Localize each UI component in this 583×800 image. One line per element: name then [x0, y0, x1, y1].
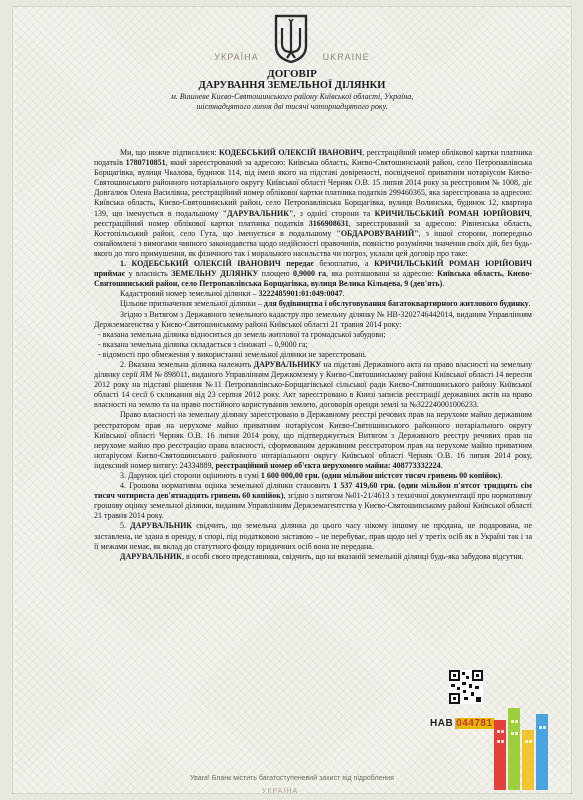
paragraph-clause-5: 5. ДАРУВАЛЬНИК свідчить, що земельна ділянка до цього часу нікому іншому не продана, не подарована, не заставлена, не здана в оренду, в спорі, під податковою заставою – не перебуває, прав щодо неї у третіх осіб як в Україні так і за її межами немає, як вклад до статутного фонду юридичних осіб вона не передана. [94, 521, 533, 551]
place-line: м. Вишневе Києво-Святошинського району Київської області, Україна, [170, 92, 414, 101]
place-date-block [12, 92, 572, 112]
paragraph-cadastral: Кадастровий номер земельної ділянки – 3222485901:01:049:0047. [120, 289, 345, 299]
contract-body [94, 148, 532, 562]
blank-serial: НАВ 044781 [430, 718, 493, 729]
bullet-hayfield: - вказана земельна ділянка складається з сіножаті – 0,9000 га; [98, 339, 308, 349]
bottom-edge-text: УКРАЇНА [262, 788, 299, 794]
paragraph-parties: Ми, що нижче підписалися: КОДЕБСЬКИЙ ОЛЕКСІЙ ІВАНОВИЧ, реєстраційний номер облікової картки платника податків 1780710851, який зареєстрований за адресою: Київська область, Києво-Святошинський район, село Петропавлівська Борщагівка, вулиця Чкалова, будинок 114, від імені якого на підставі довіреності, посвідченої приватним нотаріусом Києво-Святошинського районного нотаріального округу Київської області Черняк О.В. 15 липня 2014 року за реєстровим № 1008, діє Довгалюк Олена Василівна, реєстраційний номер облікової картки платника податків 299460365, яка зареєстрована за адресою: Київська область, Києво-Святошинський район, село Петропавлівська Борщагівка, вулиця Волинська, будинок 12, квартира 139, що іменується в подальшому "ДАРУВАЛЬНИК", з однієї сторони та КРИЧИЛЬСЬКИЙ РОМАН ЮРІЙОВИЧ, реєстраційний номер облікової картки платника податків 3166908631, зареєстрований за адресою: Рівненська область, Костопільський район, село Гута, що іменується в подальшому "ОБДАРОВУВАНИЙ", з іншої сторони, попередньо ознайомлені з вимогами чинного законодавства щодо недійсності правочинів, повністю розуміючи значення своїх дій, без будь-якого до того примушення, як фізичного так і морального насильства чи погроз, уклали цей договір про таке: [94, 148, 532, 258]
document-title: ДОГОВІР [267, 68, 317, 80]
anti-forgery-note: Увага! Бланк містить багатоступеневий захист від підроблення [190, 775, 394, 782]
paragraph-clause-3: 3. Дарунок цієї сторони оцінюють в сумі 1 600 000,00 грн. (один мільйон шістсот тисяч гривень 00 копійок). [120, 471, 503, 480]
paragraph-clause-2: 2. Вказана земельна ділянка належить ДАРУВАЛЬНИКУ на підставі Державного акта на право власності на земельну ділянку серії ЯМ № 898011, виданого Управлінням Держкомзему у Києво-Святошинському районі Київської області 14 вересня 2012 року на підставі рішення №11 Петропавлівсько-Борщагівської сільської ради Києво-Святошинського району Київської області 14 сесії 6 скликання від 23 серпня 2012 року. Акт зареєстровано в Книзі записів реєстрації державних актів на право власності на землю та на право постійного користування землею, договорів оренди землі за №322240001006233. [94, 359, 532, 410]
bullet-land-category: - вказана земельна ділянка відноситься до земель житлової та громадської забудови; [98, 329, 386, 339]
paragraph-purpose: Цільове призначення земельної ділянки – для будівництва і обслуговування багатоквартирного житлового будинку. [120, 299, 531, 309]
qr-code-icon [449, 670, 483, 704]
paragraph-registration: Право власності на земельну ділянку зареєстровано в Державному реєстрі речових прав на нерухоме майно державним реєстратором прав на нерухоме майно приватним нотаріусом Києво-Святошинського районного нотаріального округу Київської області Черняк О.В. 16 липня 2014 року, що підтверджується Витягом з Державного реєстру речових прав на нерухоме майно про реєстрацію права власності, сформованим державним реєстратором прав на нерухоме майно приватним нотаріусом Києво-Святошинського районного нотаріального округу Київської області Черняк О.В. 16 липня 2014 року, індексний номер витягу: 24334889, реєстраційний номер об'єкта нерухомого майна: 408773332224. [94, 410, 532, 470]
edge-text-left: УКРАЇНА [214, 52, 259, 62]
document-subtitle: ДАРУВАННЯ ЗЕМЕЛЬНОЇ ДІЛЯНКИ [198, 80, 386, 91]
edge-text-right: UKRAINE [322, 52, 370, 62]
bullet-restrictions: - відомості про обмеження у використанні земельної ділянки не зареєстровані. [98, 349, 367, 359]
document-sheet [12, 6, 572, 794]
date-line: шістнадцятого липня дві тисячі чотирнадцятого року. [196, 102, 388, 111]
paragraph-clause-4: 4. Грошова нормативна оцінка земельної ділянки становить 1 537 419,60 грн. (один мільйон п'ятсот тридцять сім тисяч чотириста дев'ятнадцять гривень 60 копійок), згідно з витягом №01-21/4613 з технічної документації про нормативну грошову оцінку земельної ділянки, виданим Управлінням Держземагентства у Києво-Святошинському районі Київської області 21 травня 2014 року. [94, 481, 532, 521]
coat-of-arms-icon [273, 14, 309, 64]
paragraph-clause-1: 1. КОДЕБСЬКИЙ ОЛЕКСІЙ ІВАНОВИЧ передає безоплатно, а КРИЧИЛЬСЬКИЙ РОМАН ЮРІЙОВИЧ приймає у власність ЗЕМЕЛЬНУ ДІЛЯНКУ площею 0,9000 га, яка розташована за адресою: Київська область, Києво-Святошинський район, село Петропавлівська Борщагівка, вулиця Велика Кільцева, 9 (дев'ять). [94, 259, 532, 289]
document-title-block [12, 68, 572, 92]
paragraph-cadastre-extract: Згідно з Витягом з Державного земельного кадастру про земельну ділянку № НВ-3202746442014, виданим Управлінням Держземагенства у Києво-Святошинському районі Київської області 21 травня 2014 року: [94, 309, 532, 329]
paragraph-no-buildings: ДАРУВАЛЬНИК, в особі свого представника, свідчить, що на вказаній земельній ділянці будь-яка забудова відсутня. [120, 551, 524, 561]
